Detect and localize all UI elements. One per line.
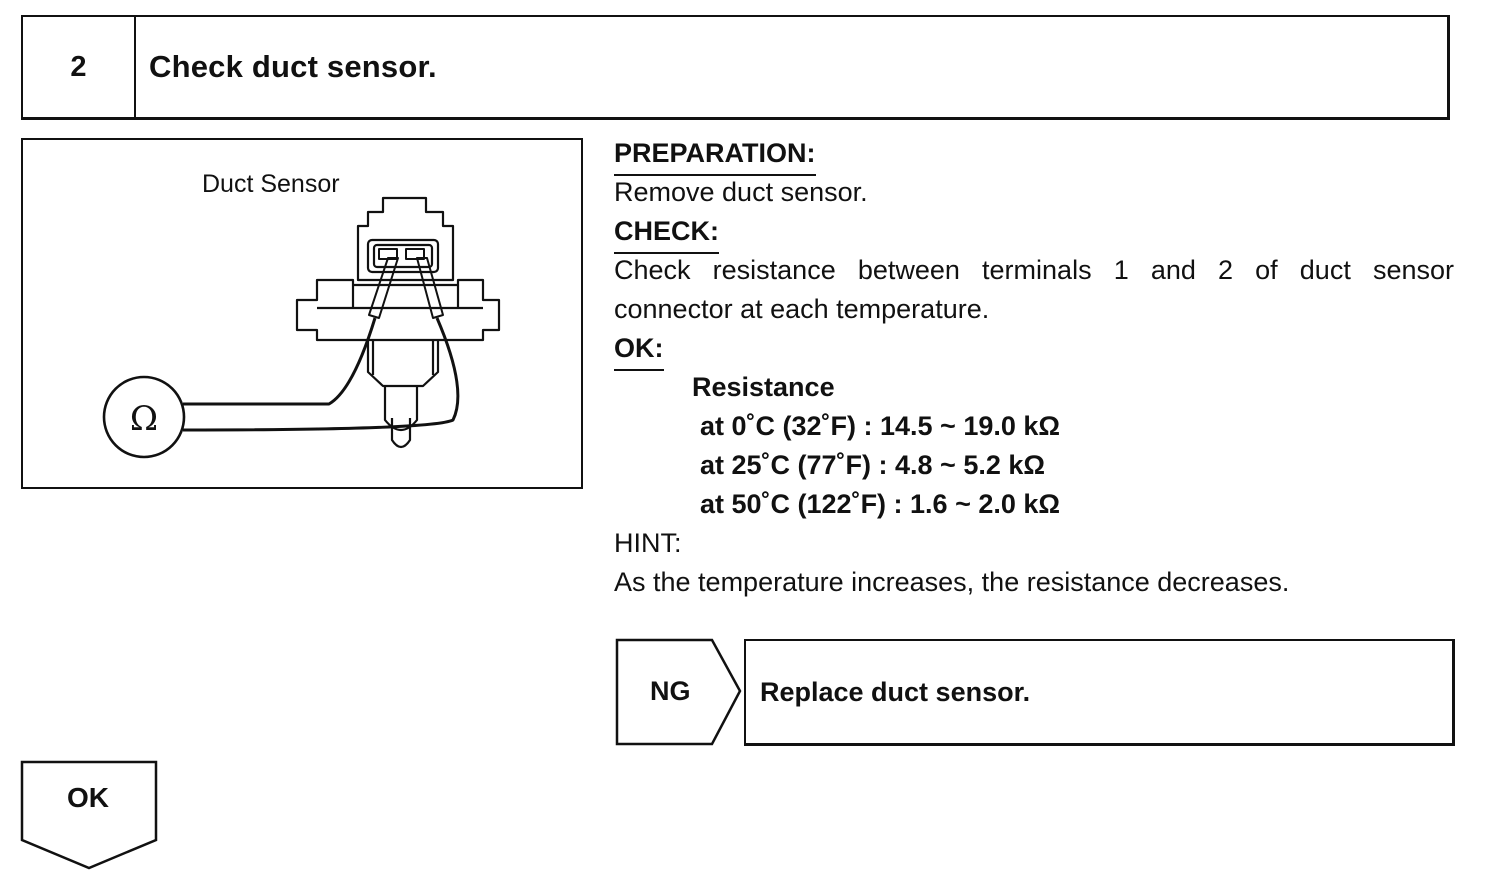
hint-label: HINT: xyxy=(614,528,682,558)
ng-branch-tag[interactable] xyxy=(614,638,744,748)
step-number: 2 xyxy=(23,17,136,117)
preparation-text: Remove duct sensor. xyxy=(614,177,868,207)
resistance-title: Resistance xyxy=(692,372,835,402)
ok-label: OK xyxy=(67,782,109,813)
duct-sensor-illustration xyxy=(21,138,583,489)
ok-branch-tag[interactable] xyxy=(20,760,160,872)
ng-action-box xyxy=(744,639,1455,746)
ng-label: NG xyxy=(650,675,691,706)
check-text-line2: connector at each temperature. xyxy=(614,294,990,324)
preparation-heading: PREPARATION: xyxy=(614,134,816,176)
ok-arrow-icon xyxy=(20,760,160,872)
ohmmeter-icon: Ω xyxy=(129,399,159,439)
resistance-spec-0c: at 0˚C (32˚F) : 14.5 ~ 19.0 kΩ xyxy=(700,411,1061,441)
check-text-line1: Check resistance between terminals 1 and 2 of duct sensor xyxy=(614,255,1454,285)
step-title: Check duct sensor. xyxy=(149,49,437,84)
ng-action-text: Replace duct sensor. xyxy=(760,676,1031,707)
duct-sensor-label: Duct Sensor xyxy=(202,170,340,198)
hint-text: As the temperature increases, the resistance decreases. xyxy=(614,567,1290,597)
resistance-spec-50c: at 50˚C (122˚F) : 1.6 ~ 2.0 kΩ xyxy=(700,489,1061,519)
ok-heading: OK: xyxy=(614,329,664,371)
resistance-spec-25c: at 25˚C (77˚F) : 4.8 ~ 5.2 kΩ xyxy=(700,450,1046,480)
step-header xyxy=(21,15,1450,120)
check-heading: CHECK: xyxy=(614,212,719,254)
